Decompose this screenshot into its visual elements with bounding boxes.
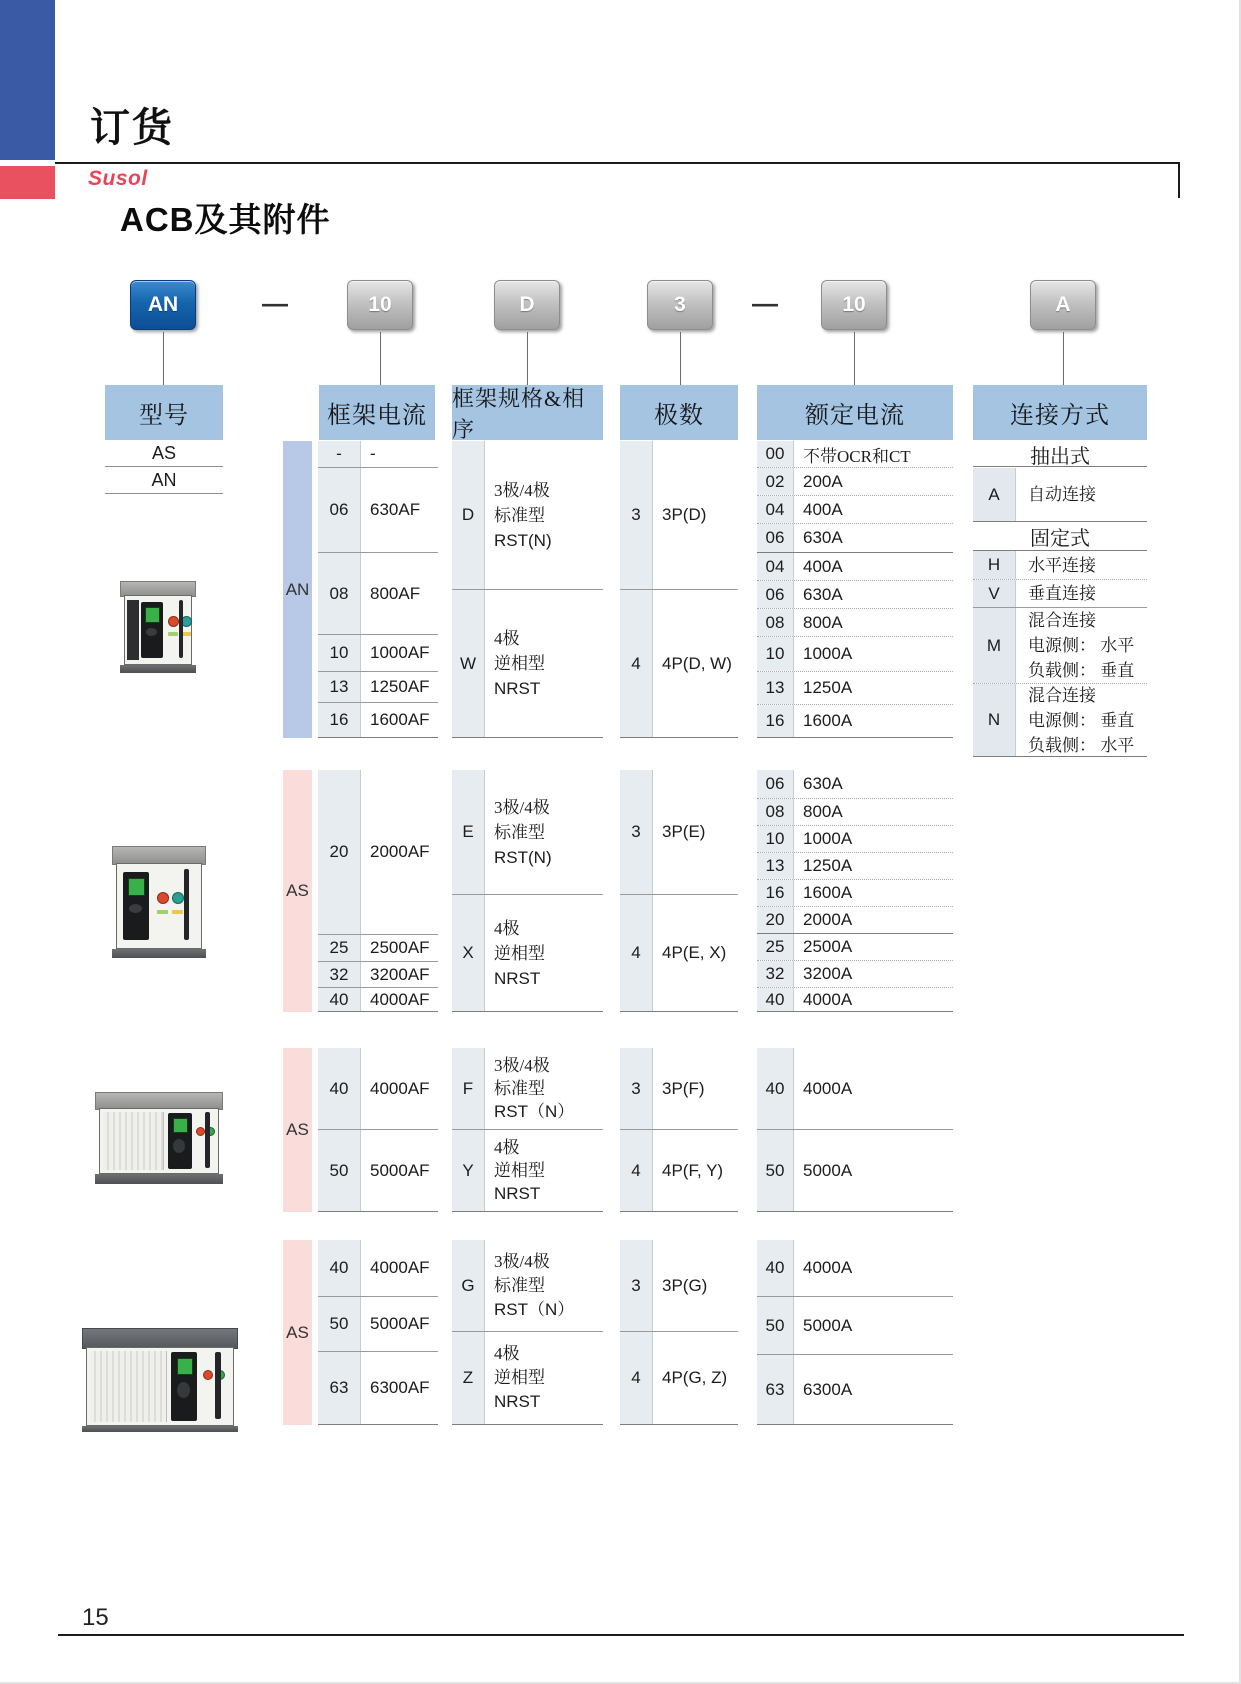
cell-label: 400A bbox=[803, 499, 843, 519]
section-sidebar-as: AS bbox=[283, 1240, 312, 1425]
table-row bbox=[318, 468, 438, 553]
table-row bbox=[973, 684, 1147, 757]
cell-label: 4P(F, Y) bbox=[662, 1160, 724, 1180]
cell-label: 1250A bbox=[803, 678, 853, 697]
section-sidebar-as: AS bbox=[283, 770, 312, 1012]
table-row bbox=[452, 1130, 603, 1212]
cell-code: 08 bbox=[757, 799, 794, 825]
brand-logo: Susol bbox=[88, 167, 148, 190]
cell-label: 4000A bbox=[803, 1258, 853, 1277]
cell-label: 4000AF bbox=[370, 989, 430, 1009]
code-box-connection: A bbox=[1030, 280, 1096, 330]
model-item-an: AN bbox=[151, 470, 177, 490]
cell-label: 4000AF bbox=[370, 1078, 430, 1098]
cell-code: 40 bbox=[757, 1240, 794, 1296]
section-sidebar-an: AN bbox=[283, 441, 312, 738]
cell-code: 40 bbox=[757, 1048, 794, 1129]
cell-code: 20 bbox=[757, 907, 794, 933]
cell-label: 3P(F) bbox=[662, 1078, 705, 1098]
cell-code: V bbox=[973, 580, 1016, 607]
cell-label: 800A bbox=[803, 612, 843, 632]
cell-code: 06 bbox=[318, 468, 361, 552]
table-row bbox=[620, 1130, 738, 1212]
table-row bbox=[757, 1048, 953, 1130]
table-row bbox=[318, 703, 438, 738]
cell-code: 06 bbox=[757, 581, 794, 608]
cell-label: 3极/4极 标准型 RST(N) bbox=[494, 797, 552, 867]
table-row bbox=[318, 672, 438, 703]
cell-label: 2500AF bbox=[370, 938, 430, 957]
table-row bbox=[318, 1352, 438, 1425]
cell-label: 4P(E, X) bbox=[662, 943, 727, 962]
table-row bbox=[318, 1048, 438, 1130]
table-row bbox=[757, 672, 953, 705]
cell-code: 63 bbox=[757, 1355, 794, 1424]
table-row bbox=[757, 934, 953, 961]
table-row bbox=[757, 524, 953, 553]
cell-label: 3极/4极 标准型 RST（N） bbox=[494, 1056, 575, 1121]
table-row bbox=[452, 1332, 603, 1425]
column-header-connection: 连接方式 bbox=[973, 385, 1147, 440]
cell-label: 1600AF bbox=[370, 710, 430, 729]
cell-label: 2000A bbox=[803, 910, 853, 929]
table-row bbox=[757, 853, 953, 880]
table-row bbox=[757, 609, 953, 637]
cell-code: 50 bbox=[757, 1130, 794, 1211]
table-row bbox=[757, 1355, 953, 1425]
code-box-model: AN bbox=[130, 280, 196, 330]
section-sidebar-as: AS bbox=[283, 1048, 312, 1212]
table-row bbox=[757, 770, 953, 799]
connection-group-header: 固定式 bbox=[973, 522, 1147, 551]
cell-code: 13 bbox=[757, 672, 794, 704]
table-row bbox=[757, 799, 953, 826]
cell-code: 10 bbox=[757, 826, 794, 852]
cell-label: 4P(G, Z) bbox=[662, 1368, 728, 1387]
cell-label: - bbox=[370, 444, 376, 463]
table-row bbox=[452, 441, 603, 590]
cell-code: 50 bbox=[318, 1297, 361, 1351]
cell-code: A bbox=[973, 468, 1016, 521]
cell-label: 自动连接 bbox=[1028, 485, 1096, 504]
cell-code: 00 bbox=[757, 441, 794, 467]
cell-label: 2500A bbox=[803, 937, 853, 956]
product-photo-acb-as-6300 bbox=[82, 1328, 238, 1432]
cell-label: 1250AF bbox=[370, 677, 430, 696]
cell-code: 25 bbox=[318, 935, 361, 961]
cell-code: 32 bbox=[318, 962, 361, 987]
cell-label: 630A bbox=[803, 774, 843, 793]
table-row bbox=[757, 1240, 953, 1297]
product-photo-acb-as-4000 bbox=[95, 1092, 223, 1184]
connector-line bbox=[1063, 332, 1064, 385]
column-header-frame-spec: 框架规格&相序 bbox=[452, 385, 603, 440]
cell-code: 08 bbox=[757, 609, 794, 636]
cell-code: 4 bbox=[620, 1332, 653, 1424]
cell-label: 1000A bbox=[803, 644, 853, 663]
cell-code: 10 bbox=[757, 637, 794, 671]
cell-code: 04 bbox=[757, 496, 794, 523]
table-row bbox=[757, 441, 953, 468]
connector-line bbox=[680, 332, 681, 385]
cell-code: 3 bbox=[620, 1240, 653, 1331]
connector-line bbox=[163, 332, 164, 385]
cell-label: 3极/4极 标准型 RST(N) bbox=[494, 480, 552, 550]
table-row bbox=[973, 468, 1147, 522]
cell-label: 水平连接 bbox=[1028, 555, 1096, 575]
cell-label: 垂直连接 bbox=[1028, 584, 1096, 603]
cell-code: 13 bbox=[318, 672, 361, 702]
cell-code: 50 bbox=[757, 1297, 794, 1354]
cell-code: 20 bbox=[318, 770, 361, 934]
top-rule bbox=[55, 162, 1180, 164]
cell-label: 5000A bbox=[803, 1315, 853, 1335]
table-row bbox=[757, 826, 953, 853]
cell-label: 1000A bbox=[803, 829, 853, 848]
table-row bbox=[757, 907, 953, 934]
table-row bbox=[757, 468, 953, 496]
cell-label: 1250A bbox=[803, 856, 853, 875]
cell-label: 4000A bbox=[803, 1078, 853, 1098]
table-row bbox=[452, 1240, 603, 1332]
cell-code: 3 bbox=[620, 770, 653, 894]
cell-label: 3P(D) bbox=[662, 505, 707, 524]
cell-label: 6300A bbox=[803, 1379, 853, 1399]
cell-code: E bbox=[452, 770, 485, 894]
cell-code: 40 bbox=[318, 1240, 361, 1296]
cell-label: 630AF bbox=[370, 500, 421, 519]
connector-line bbox=[380, 332, 381, 385]
cell-label: 630A bbox=[803, 584, 843, 604]
code-dash-2: — bbox=[752, 288, 778, 318]
table-row bbox=[318, 962, 438, 988]
cell-label: 3P(E) bbox=[662, 822, 706, 841]
table-row bbox=[318, 935, 438, 962]
cell-code: 06 bbox=[757, 770, 794, 798]
cell-label: 800A bbox=[803, 802, 843, 821]
corner-red-block bbox=[0, 166, 55, 199]
table-row bbox=[318, 1240, 438, 1297]
table-row bbox=[620, 1332, 738, 1425]
table-row bbox=[757, 1130, 953, 1212]
table-row bbox=[757, 988, 953, 1012]
divider bbox=[105, 466, 223, 467]
table-row bbox=[452, 770, 603, 895]
cell-label: 4P(D, W) bbox=[662, 653, 732, 673]
table-row bbox=[973, 580, 1147, 608]
column-header-model: 型号 bbox=[105, 385, 223, 440]
cell-code: 40 bbox=[318, 988, 361, 1011]
cell-code: M bbox=[973, 608, 1016, 683]
product-photo-acb-an bbox=[120, 581, 196, 673]
cell-code: 02 bbox=[757, 468, 794, 495]
code-dash-1: — bbox=[262, 288, 288, 318]
code-box-rated-current: 10 bbox=[821, 280, 887, 330]
cell-code: 4 bbox=[620, 895, 653, 1011]
cell-label: 3P(G) bbox=[662, 1275, 708, 1295]
connector-line bbox=[854, 332, 855, 385]
column-header-rated-current: 额定电流 bbox=[757, 385, 953, 440]
cell-label: 4极 逆相型 NRST bbox=[494, 1138, 545, 1203]
column-header-frame-current: 框架电流 bbox=[319, 385, 435, 440]
cell-code: N bbox=[973, 684, 1016, 756]
table-row bbox=[757, 637, 953, 672]
table-row bbox=[452, 1048, 603, 1130]
table-row bbox=[973, 551, 1147, 580]
cell-label: 400A bbox=[803, 556, 843, 576]
column-header-poles: 极数 bbox=[620, 385, 738, 440]
model-item-as: AS bbox=[151, 443, 176, 463]
code-box-poles: 3 bbox=[647, 280, 713, 330]
table-row bbox=[757, 553, 953, 581]
cell-label: 不带OCR和CT bbox=[803, 446, 911, 466]
cell-code: F bbox=[452, 1048, 485, 1129]
table-row bbox=[620, 1240, 738, 1332]
table-row bbox=[318, 1130, 438, 1212]
cell-code: G bbox=[452, 1240, 485, 1331]
cell-code: W bbox=[452, 590, 485, 737]
table-row bbox=[757, 961, 953, 988]
table-row bbox=[757, 705, 953, 738]
cell-code: Z bbox=[452, 1332, 485, 1424]
table-row bbox=[620, 895, 738, 1012]
cell-label: 2000AF bbox=[370, 842, 430, 861]
table-row bbox=[757, 880, 953, 907]
connection-group-header: 抽出式 bbox=[973, 443, 1147, 467]
cell-code: H bbox=[973, 551, 1016, 579]
cell-code: 16 bbox=[757, 880, 794, 906]
cell-label: 1600A bbox=[803, 883, 853, 902]
cell-label: 1000AF bbox=[370, 643, 430, 662]
connector-line bbox=[527, 332, 528, 385]
table-row bbox=[620, 1048, 738, 1130]
cell-code: 3 bbox=[620, 1048, 653, 1129]
cell-code: 40 bbox=[757, 988, 794, 1011]
cell-label: 1600A bbox=[803, 711, 853, 730]
cell-code: 16 bbox=[318, 703, 361, 737]
cell-code: 4 bbox=[620, 1130, 653, 1211]
table-row bbox=[318, 770, 438, 935]
bottom-rule bbox=[58, 1634, 1184, 1636]
page-number: 15 bbox=[82, 1604, 109, 1631]
cell-label: 4极 逆相型 NRST bbox=[494, 918, 545, 988]
cell-code: 08 bbox=[318, 553, 361, 634]
cell-code: 06 bbox=[757, 524, 794, 552]
code-box-frame-spec: D bbox=[494, 280, 560, 330]
cell-code: Y bbox=[452, 1130, 485, 1211]
cell-code: 04 bbox=[757, 553, 794, 580]
table-row bbox=[757, 581, 953, 609]
table-row bbox=[318, 1297, 438, 1352]
cell-code: 40 bbox=[318, 1048, 361, 1129]
cell-label: 4000A bbox=[803, 989, 853, 1009]
table-row bbox=[973, 608, 1147, 684]
table-row bbox=[452, 590, 603, 738]
cell-code: 63 bbox=[318, 1352, 361, 1424]
cell-label: 630A bbox=[803, 528, 843, 547]
cell-code: 10 bbox=[318, 635, 361, 671]
cell-label: 3极/4极 标准型 RST（N） bbox=[494, 1251, 575, 1319]
table-row bbox=[620, 441, 738, 590]
cell-label: 200A bbox=[803, 471, 843, 491]
cell-code: X bbox=[452, 895, 485, 1011]
cell-label: 混合连接 电源侧： 垂直 负载侧： 水平 bbox=[1028, 685, 1135, 755]
product-photo-acb-as-2000 bbox=[112, 846, 206, 958]
cell-label: 3200AF bbox=[370, 964, 430, 984]
cell-label: 4000AF bbox=[370, 1258, 430, 1277]
cell-code: - bbox=[318, 441, 361, 467]
cell-label: 6300AF bbox=[370, 1378, 430, 1397]
cell-label: 800AF bbox=[370, 583, 421, 603]
cell-label: 4极 逆相型 NRST bbox=[494, 629, 545, 698]
cell-code: D bbox=[452, 441, 485, 589]
cell-code: 25 bbox=[757, 934, 794, 960]
cell-label: 5000AF bbox=[370, 1314, 430, 1333]
table-row bbox=[620, 590, 738, 738]
table-row bbox=[318, 635, 438, 672]
table-row bbox=[318, 553, 438, 635]
cell-code: 3 bbox=[620, 441, 653, 589]
cell-code: 4 bbox=[620, 590, 653, 737]
top-rule-end-tick bbox=[1178, 162, 1180, 198]
cell-code: 50 bbox=[318, 1130, 361, 1211]
divider bbox=[105, 493, 223, 494]
table-row bbox=[757, 496, 953, 524]
cell-label: 5000AF bbox=[370, 1160, 430, 1180]
cell-code: 13 bbox=[757, 853, 794, 879]
page-title: ACB及其附件 bbox=[120, 201, 331, 238]
table-row bbox=[620, 770, 738, 895]
cell-label: 3200A bbox=[803, 964, 853, 983]
table-row bbox=[318, 441, 438, 468]
cell-code: 16 bbox=[757, 705, 794, 737]
cell-label: 5000A bbox=[803, 1160, 853, 1180]
cell-label: 4极 逆相型 NRST bbox=[494, 1344, 545, 1411]
corner-blue-block bbox=[0, 0, 55, 160]
section-kicker: 订货 bbox=[90, 106, 174, 150]
cell-code: 32 bbox=[757, 961, 794, 987]
table-row bbox=[318, 988, 438, 1012]
code-box-frame-current: 10 bbox=[347, 280, 413, 330]
table-row bbox=[452, 895, 603, 1012]
table-row bbox=[757, 1297, 953, 1355]
cell-label: 混合连接 电源侧： 水平 负载侧： 垂直 bbox=[1028, 611, 1135, 680]
